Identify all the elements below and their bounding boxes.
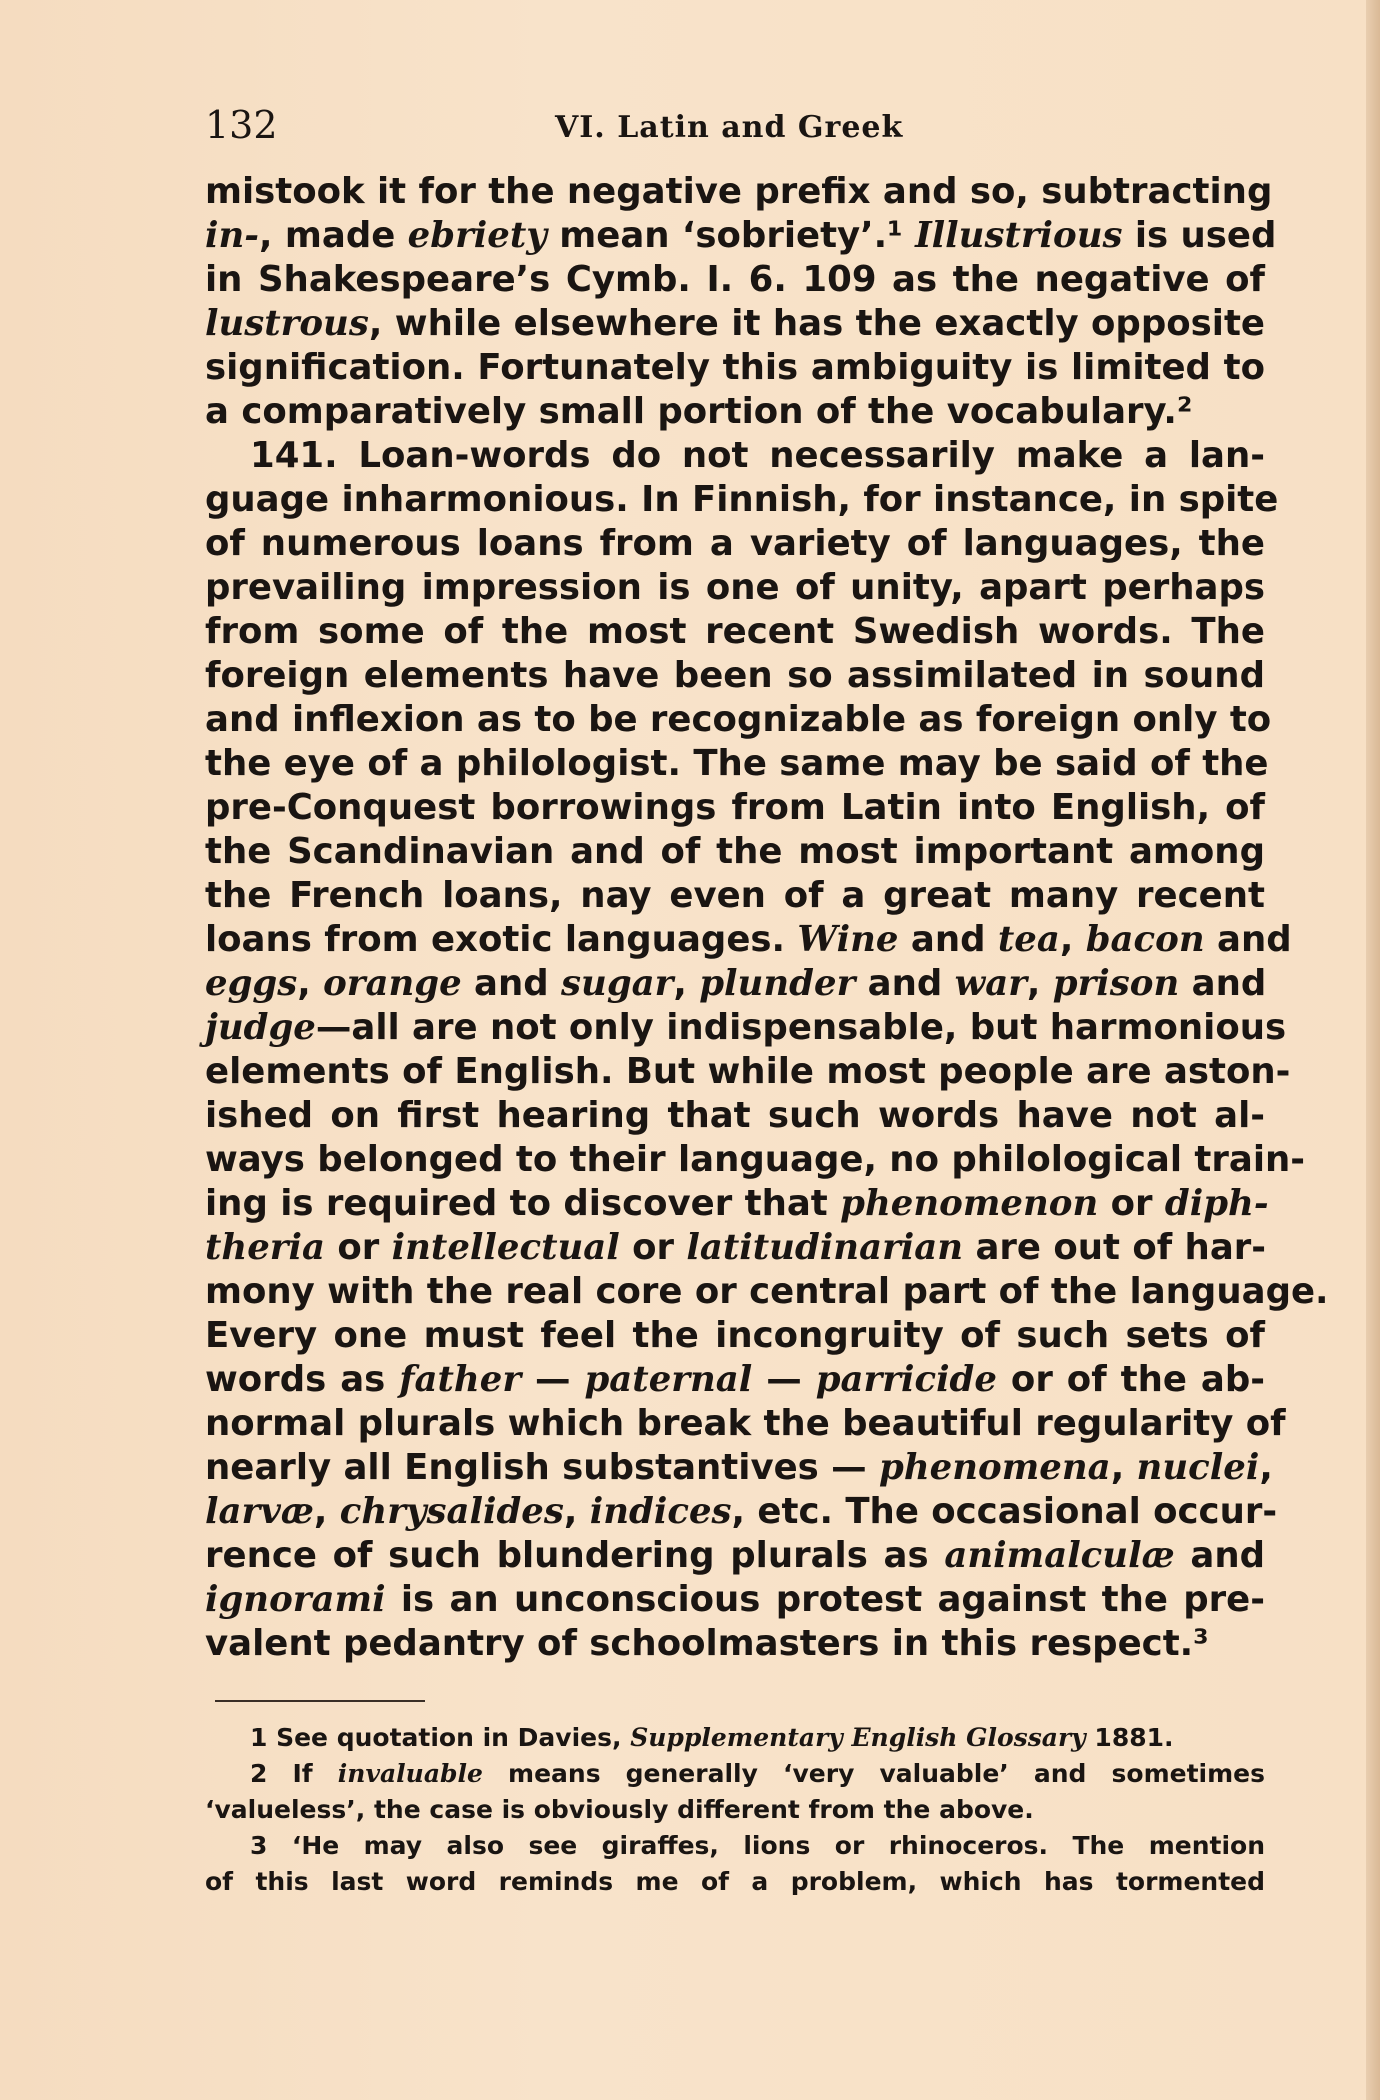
text-line: theria or intellectual or latitudinarian are out of har- bbox=[205, 1227, 1267, 1268]
text-line: eggs, orange and sugar, plunder and war, prison and bbox=[205, 963, 1267, 1004]
text-line: mistook it for the negative prefix and so, subtracting bbox=[205, 171, 1273, 212]
footnote-3: 3 ‘He may also see giraffes, lions or rhinoceros. The mention bbox=[250, 1831, 1265, 1860]
footnote-rule bbox=[215, 1700, 425, 1702]
footnote-2: 2 If invaluable means generally ‘very valuable’ and sometimes bbox=[250, 1759, 1265, 1788]
paragraph-start: 141. Loan-words do not necessarily make a lan- bbox=[250, 435, 1265, 476]
body-text bbox=[205, 170, 1329, 1666]
page-header bbox=[205, 100, 1265, 160]
text-line: lustrous, while elsewhere it has the exactly opposite bbox=[205, 303, 1265, 344]
text-line: signification. Fortunately this ambiguity is limited to bbox=[205, 347, 1265, 388]
page-edge bbox=[1366, 0, 1380, 2100]
footnote-3-continued: of this last word reminds me of a problem, which has tormented bbox=[205, 1867, 1265, 1896]
text-line: a comparatively small portion of the vocabulary.² bbox=[205, 391, 1193, 432]
text-line: guage inharmonious. In Finnish, for instance, in spite bbox=[205, 479, 1279, 520]
text-line: pre-Conquest borrowings from Latin into English, of bbox=[205, 787, 1265, 828]
text-line: foreign elements have been so assimilated in sound bbox=[205, 655, 1265, 696]
text-line: ing is required to discover that phenomenon or diph- bbox=[205, 1183, 1269, 1224]
text-line: prevailing impression is one of unity, apart perhaps bbox=[205, 567, 1265, 608]
text-line: words as father — paternal — parricide or of the ab- bbox=[205, 1359, 1265, 1400]
text-line: of numerous loans from a variety of languages, the bbox=[205, 523, 1265, 564]
text-line: in Shakespeare’s Cymb. I. 6. 109 as the negative of bbox=[205, 259, 1265, 300]
text-line: ignorami is an unconscious protest against the pre- bbox=[205, 1579, 1265, 1620]
text-line: rence of such blundering plurals as animalculæ and bbox=[205, 1535, 1265, 1576]
text-line: and inflexion as to be recognizable as foreign only to bbox=[205, 699, 1272, 740]
text-line: nearly all English substantives — phenomena, nuclei, bbox=[205, 1447, 1273, 1488]
running-head: VI. Latin and Greek bbox=[555, 110, 904, 145]
text-line: ways belonged to their language, no philological train- bbox=[205, 1139, 1306, 1180]
text-line: elements of English. But while most people are aston- bbox=[205, 1051, 1291, 1092]
text-line: loans from exotic languages. Wine and tea, bacon and bbox=[205, 919, 1292, 960]
text-line: the eye of a philologist. The same may be said of the bbox=[205, 743, 1269, 784]
footnote-2-continued: ‘valueless’, the case is obviously different from the above. bbox=[205, 1795, 1034, 1824]
text-line: normal plurals which break the beautiful regularity of bbox=[205, 1403, 1286, 1444]
text-line: from some of the most recent Swedish words. The bbox=[205, 611, 1265, 652]
text-line: valent pedantry of schoolmasters in this respect.³ bbox=[205, 1623, 1209, 1664]
text-line: mony with the real core or central part of the language. bbox=[205, 1271, 1329, 1312]
text-line: judge—all are not only indispensable, but harmonious bbox=[205, 1007, 1287, 1048]
text-line: in-, made ebriety mean ‘sobriety’.¹ Illustrious is used bbox=[205, 215, 1277, 256]
text-line: ished on first hearing that such words have not al- bbox=[205, 1095, 1265, 1136]
text-line: the Scandinavian and of the most important among bbox=[205, 831, 1265, 872]
footnote-1: 1 See quotation in Davies, Supplementary English Glossary 1881. bbox=[250, 1723, 1174, 1752]
text-line: Every one must feel the incongruity of such sets of bbox=[205, 1315, 1265, 1356]
page-number: 132 bbox=[205, 103, 278, 147]
footnotes bbox=[205, 1720, 1265, 1900]
text-line: the French loans, nay even of a great many recent bbox=[205, 875, 1265, 916]
text-line: larvæ, chrysalides, indices, etc. The occasional occur- bbox=[205, 1491, 1278, 1532]
